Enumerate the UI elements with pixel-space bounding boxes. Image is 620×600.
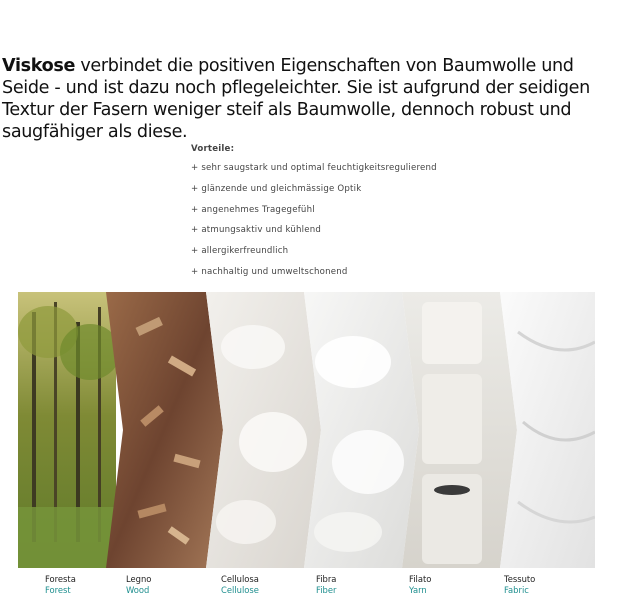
advantage-item: + angenehmes Tragegefühl [191,204,315,215]
stage-label-it: Tessuto [504,574,536,584]
advantage-item: + sehr saugstark und optimal feuchtigkeitsregulierend [191,163,437,173]
advantage-item: + glänzende und gleichmässige Optik [191,183,362,194]
stage-label-en: Yarn [409,585,427,595]
cellulose-photo [206,292,321,568]
stage-label-fabric [504,574,535,596]
intro-bold-word: Viskose [2,56,76,76]
wood-chips-photo [106,292,223,568]
fiber-photo [304,292,419,568]
stage-label-forest [45,574,76,596]
intro-paragraph [2,55,614,143]
stage-label-wood [126,574,151,596]
stage-label-it: Foresta [45,574,76,584]
stage-label-fiber [316,574,336,596]
stage-labels [18,574,595,600]
stage-label-en: Fabric [504,585,529,595]
stage-label-en: Fiber [316,585,337,595]
stage-label-it: Fibra [316,574,337,584]
stage-label-en: Wood [126,585,150,595]
advantage-item: + atmungsaktiv und kühlend [191,225,322,236]
stage-label-en: Cellulose [221,585,259,595]
advantage-item: + nachhaltig und umweltschonend [191,266,348,277]
intro-text: verbindet die positiven Eigenschaften von Baumwolle und Seide - und ist dazu noch pflegeleichter. Sie ist aufgrund der seidigen Textur der Fasern weniger steif als Baumwolle, dennoch robust und saugfähiger als diese. [2,56,590,142]
forest-photo [18,292,120,568]
stage-label-yarn [409,574,431,596]
stage-label-it: Cellulosa [221,574,259,584]
stage-label-it: Legno [126,574,152,584]
advantages-list [191,144,437,288]
yarn-spools-photo [402,292,517,568]
advantage-item: + allergikerfreundlich [191,246,289,257]
advantages-title: Vorteile: [191,144,235,154]
stage-label-en: Forest [45,585,71,595]
stage-label-cellulose [221,574,259,596]
process-image-strip [18,292,595,568]
stage-label-it: Filato [409,574,432,584]
